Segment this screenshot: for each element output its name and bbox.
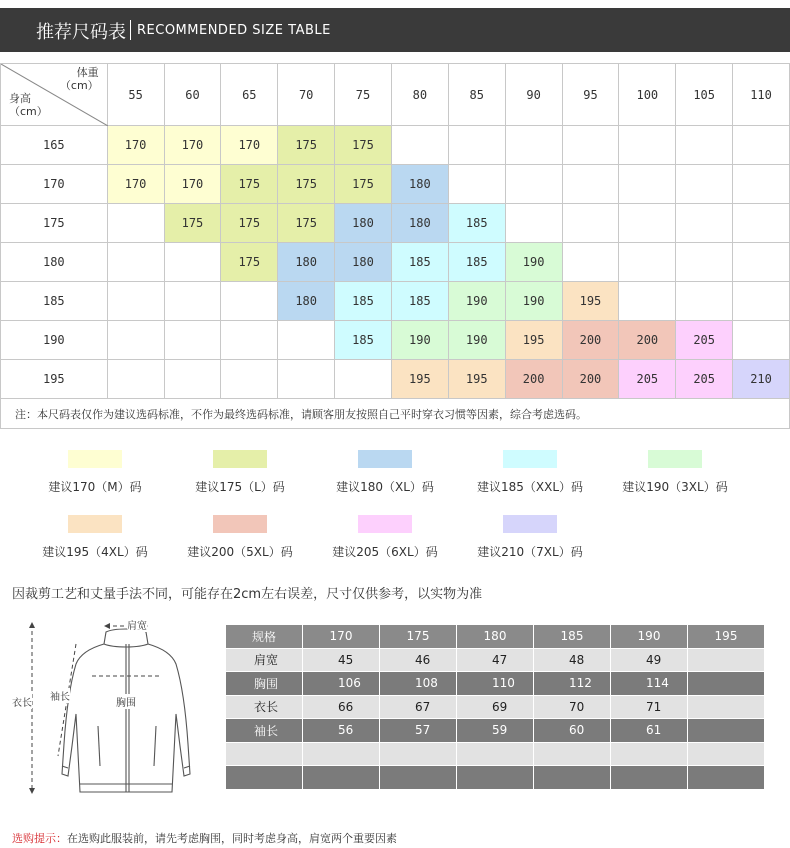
measurement-label: 衣长 (226, 695, 303, 719)
size-cell (619, 165, 676, 204)
measurement-header-cell: 170 (303, 625, 380, 649)
measurement-value (688, 719, 765, 743)
size-cell: 175 (278, 204, 335, 243)
size-cell: 200 (562, 321, 619, 360)
legend-item (25, 515, 165, 560)
size-cell (448, 126, 505, 165)
legend-label: 建议200（5XL）码 (187, 545, 293, 559)
measurement-value: 61 (611, 719, 688, 743)
size-cell (164, 243, 221, 282)
weight-header: 85 (448, 64, 505, 126)
legend-swatch (213, 515, 267, 533)
legend-swatch (68, 515, 122, 533)
measurement-value: 114 (611, 672, 688, 696)
jacket-diagram (10, 614, 220, 804)
header-divider (130, 20, 131, 40)
header-title-cn: 推荐尺码表 (36, 22, 126, 43)
size-cell (733, 321, 790, 360)
size-cell (221, 321, 278, 360)
size-cell: 180 (391, 165, 448, 204)
measurement-value (611, 766, 688, 790)
measurement-header-cell: 185 (534, 625, 611, 649)
height-header: 175 (1, 204, 108, 243)
measurement-value (688, 648, 765, 672)
legend-swatch (648, 450, 702, 468)
size-cell (164, 282, 221, 321)
diagram-length-label: 衣长 (12, 694, 32, 709)
size-cell: 180 (391, 204, 448, 243)
size-cell: 175 (278, 165, 335, 204)
size-cell: 190 (448, 282, 505, 321)
diagram-shoulder-label: 肩宽 (127, 617, 147, 632)
size-cell (676, 204, 733, 243)
weight-header: 110 (733, 64, 790, 126)
measurement-table (225, 624, 765, 790)
size-table-note: 注：本尺码表仅作为建议选码标准，不作为最终选码标准，请顾客朋友按照自己平时穿衣习惯等因素，综合考虑选码。 (1, 399, 790, 429)
size-cell (676, 126, 733, 165)
size-cell: 170 (164, 126, 221, 165)
size-cell: 175 (221, 165, 278, 204)
weight-header: 75 (335, 64, 392, 126)
legend-item (460, 450, 600, 495)
measurement-value: 56 (303, 719, 380, 743)
measurement-header-cell: 195 (688, 625, 765, 649)
measurement-row (226, 719, 765, 743)
measurement-value: 71 (611, 695, 688, 719)
measurement-header-cell: 175 (380, 625, 457, 649)
size-cell: 180 (278, 282, 335, 321)
measurement-value: 57 (380, 719, 457, 743)
size-row (1, 165, 790, 204)
legend-swatch (68, 450, 122, 468)
size-cell (733, 204, 790, 243)
purchase-tip (12, 830, 397, 846)
measurement-label: 肩宽 (226, 648, 303, 672)
size-cell (107, 204, 164, 243)
measurement-value: 110 (457, 672, 534, 696)
size-cell: 180 (335, 204, 392, 243)
size-cell: 175 (221, 204, 278, 243)
size-cell: 205 (619, 360, 676, 399)
size-cell (562, 204, 619, 243)
legend-label: 建议190（3XL）码 (622, 480, 728, 494)
size-cell: 190 (391, 321, 448, 360)
measurement-value (534, 766, 611, 790)
height-header: 165 (1, 126, 108, 165)
size-cell: 210 (733, 360, 790, 399)
legend-label: 建议205（6XL）码 (332, 545, 438, 559)
size-cell: 175 (335, 165, 392, 204)
legend-item (25, 450, 165, 495)
legend-item (315, 515, 455, 560)
size-cell: 170 (107, 165, 164, 204)
size-cell (619, 243, 676, 282)
size-row (1, 243, 790, 282)
measurement-value: 106 (303, 672, 380, 696)
size-cell: 195 (448, 360, 505, 399)
size-cell: 190 (448, 321, 505, 360)
weight-header: 105 (676, 64, 733, 126)
measurement-label: 袖长 (226, 719, 303, 743)
legend-swatch (358, 450, 412, 468)
size-cell (505, 204, 562, 243)
measurement-value: 66 (303, 695, 380, 719)
measurement-value (457, 766, 534, 790)
measurement-value (688, 766, 765, 790)
size-cell: 185 (391, 243, 448, 282)
legend-item (170, 515, 310, 560)
diagram-chest-label: 胸围 (116, 694, 136, 709)
size-table-corner (1, 64, 108, 126)
weight-header: 70 (278, 64, 335, 126)
measurement-value (380, 766, 457, 790)
legend-item (605, 450, 745, 495)
height-header: 180 (1, 243, 108, 282)
legend-label: 建议180（XL）码 (336, 480, 434, 494)
size-cell: 185 (335, 321, 392, 360)
legend-label: 建议210（7XL）码 (477, 545, 583, 559)
size-cell (676, 243, 733, 282)
size-cell (733, 126, 790, 165)
size-cell: 200 (619, 321, 676, 360)
measurement-header-cell: 规格 (226, 625, 303, 649)
size-cell: 170 (221, 126, 278, 165)
legend-label: 建议170（M）码 (48, 480, 142, 494)
size-cell: 175 (278, 126, 335, 165)
size-cell: 185 (335, 282, 392, 321)
measurement-label (226, 742, 303, 766)
size-cell: 205 (676, 321, 733, 360)
size-cell (676, 165, 733, 204)
measurement-value: 67 (380, 695, 457, 719)
size-cell (335, 360, 392, 399)
size-cell (619, 204, 676, 243)
size-cell: 175 (335, 126, 392, 165)
measurement-value (534, 742, 611, 766)
legend-label: 建议195（4XL）码 (42, 545, 148, 559)
size-cell: 195 (391, 360, 448, 399)
size-cell: 205 (676, 360, 733, 399)
height-header: 195 (1, 360, 108, 399)
weight-header: 65 (221, 64, 278, 126)
measurement-value (688, 695, 765, 719)
size-cell (733, 282, 790, 321)
measurement-row (226, 695, 765, 719)
size-cell: 170 (164, 165, 221, 204)
measurement-value (303, 766, 380, 790)
size-cell (164, 360, 221, 399)
weight-header: 55 (107, 64, 164, 126)
size-cell (676, 282, 733, 321)
legend-item (315, 450, 455, 495)
size-cell: 185 (391, 282, 448, 321)
measurement-label (226, 766, 303, 790)
size-cell (278, 360, 335, 399)
measurement-value: 48 (534, 648, 611, 672)
purchase-tip-text: 在选购此服装前，请先考虑胸围，同时考虑身高，肩宽两个重要因素 (67, 832, 397, 845)
size-cell: 175 (164, 204, 221, 243)
measurement-value: 70 (534, 695, 611, 719)
height-header: 170 (1, 165, 108, 204)
size-table (0, 63, 790, 429)
size-cell: 180 (335, 243, 392, 282)
legend-label: 建议185（XXL）码 (476, 480, 584, 494)
size-cell (562, 243, 619, 282)
legend-swatch (503, 515, 557, 533)
size-cell (164, 321, 221, 360)
measurement-value (457, 742, 534, 766)
measurement-value: 45 (303, 648, 380, 672)
size-cell (505, 126, 562, 165)
size-cell (278, 321, 335, 360)
measurement-value: 60 (534, 719, 611, 743)
size-cell (619, 126, 676, 165)
weight-header: 80 (391, 64, 448, 126)
measurement-value (303, 742, 380, 766)
size-cell (733, 165, 790, 204)
size-cell (107, 282, 164, 321)
measurement-value: 47 (457, 648, 534, 672)
weight-header: 90 (505, 64, 562, 126)
measurement-row (226, 742, 765, 766)
size-cell (733, 243, 790, 282)
measurement-value (688, 672, 765, 696)
size-cell: 185 (448, 243, 505, 282)
measurement-value: 69 (457, 695, 534, 719)
size-cell (221, 282, 278, 321)
size-cell: 190 (505, 243, 562, 282)
measurement-notice: 因裁剪工艺和丈量手法不同，可能存在2cm左右误差，尺寸仅供参考，以实物为准 (12, 587, 483, 602)
size-cell: 175 (221, 243, 278, 282)
size-cell (107, 243, 164, 282)
measurement-value: 49 (611, 648, 688, 672)
size-cell: 195 (562, 282, 619, 321)
size-cell: 180 (278, 243, 335, 282)
legend-swatch (358, 515, 412, 533)
measurement-header-cell: 180 (457, 625, 534, 649)
purchase-tip-label: 选购提示： (12, 832, 67, 845)
size-cell: 195 (505, 321, 562, 360)
size-cell (391, 126, 448, 165)
height-header: 190 (1, 321, 108, 360)
measurement-header-cell: 190 (611, 625, 688, 649)
measurement-value: 108 (380, 672, 457, 696)
measurement-row (226, 672, 765, 696)
header-title-en: RECOMMENDED SIZE TABLE (137, 23, 331, 38)
measurement-label: 胸围 (226, 672, 303, 696)
weight-header: 100 (619, 64, 676, 126)
size-cell: 170 (107, 126, 164, 165)
height-axis-label: 身高 （cm） (9, 92, 48, 118)
measurement-row (226, 766, 765, 790)
measurement-value (611, 742, 688, 766)
size-cell (107, 321, 164, 360)
measurement-value (688, 742, 765, 766)
legend-label: 建议175（L）码 (195, 480, 285, 494)
size-row (1, 126, 790, 165)
size-cell: 200 (562, 360, 619, 399)
measurement-header-row (226, 625, 765, 649)
size-row (1, 360, 790, 399)
measurement-value: 46 (380, 648, 457, 672)
size-legend (0, 448, 790, 568)
jacket-icon (10, 614, 220, 804)
legend-swatch (503, 450, 557, 468)
size-cell (221, 360, 278, 399)
size-cell (562, 126, 619, 165)
diagram-sleeve-label: 袖长 (50, 688, 70, 703)
size-cell (107, 360, 164, 399)
size-row (1, 321, 790, 360)
size-cell (619, 282, 676, 321)
height-header: 185 (1, 282, 108, 321)
size-cell (448, 165, 505, 204)
page-header (0, 8, 790, 52)
size-cell (562, 165, 619, 204)
legend-swatch (213, 450, 267, 468)
measurement-row (226, 648, 765, 672)
size-cell (505, 165, 562, 204)
size-cell: 185 (448, 204, 505, 243)
legend-item (460, 515, 600, 560)
legend-item (170, 450, 310, 495)
size-row (1, 204, 790, 243)
weight-header: 60 (164, 64, 221, 126)
weight-header: 95 (562, 64, 619, 126)
size-row (1, 282, 790, 321)
size-cell: 200 (505, 360, 562, 399)
weight-axis-label: 体重 （cm） (59, 66, 99, 92)
measurement-value: 112 (534, 672, 611, 696)
measurement-value (380, 742, 457, 766)
size-cell: 190 (505, 282, 562, 321)
measurement-value: 59 (457, 719, 534, 743)
